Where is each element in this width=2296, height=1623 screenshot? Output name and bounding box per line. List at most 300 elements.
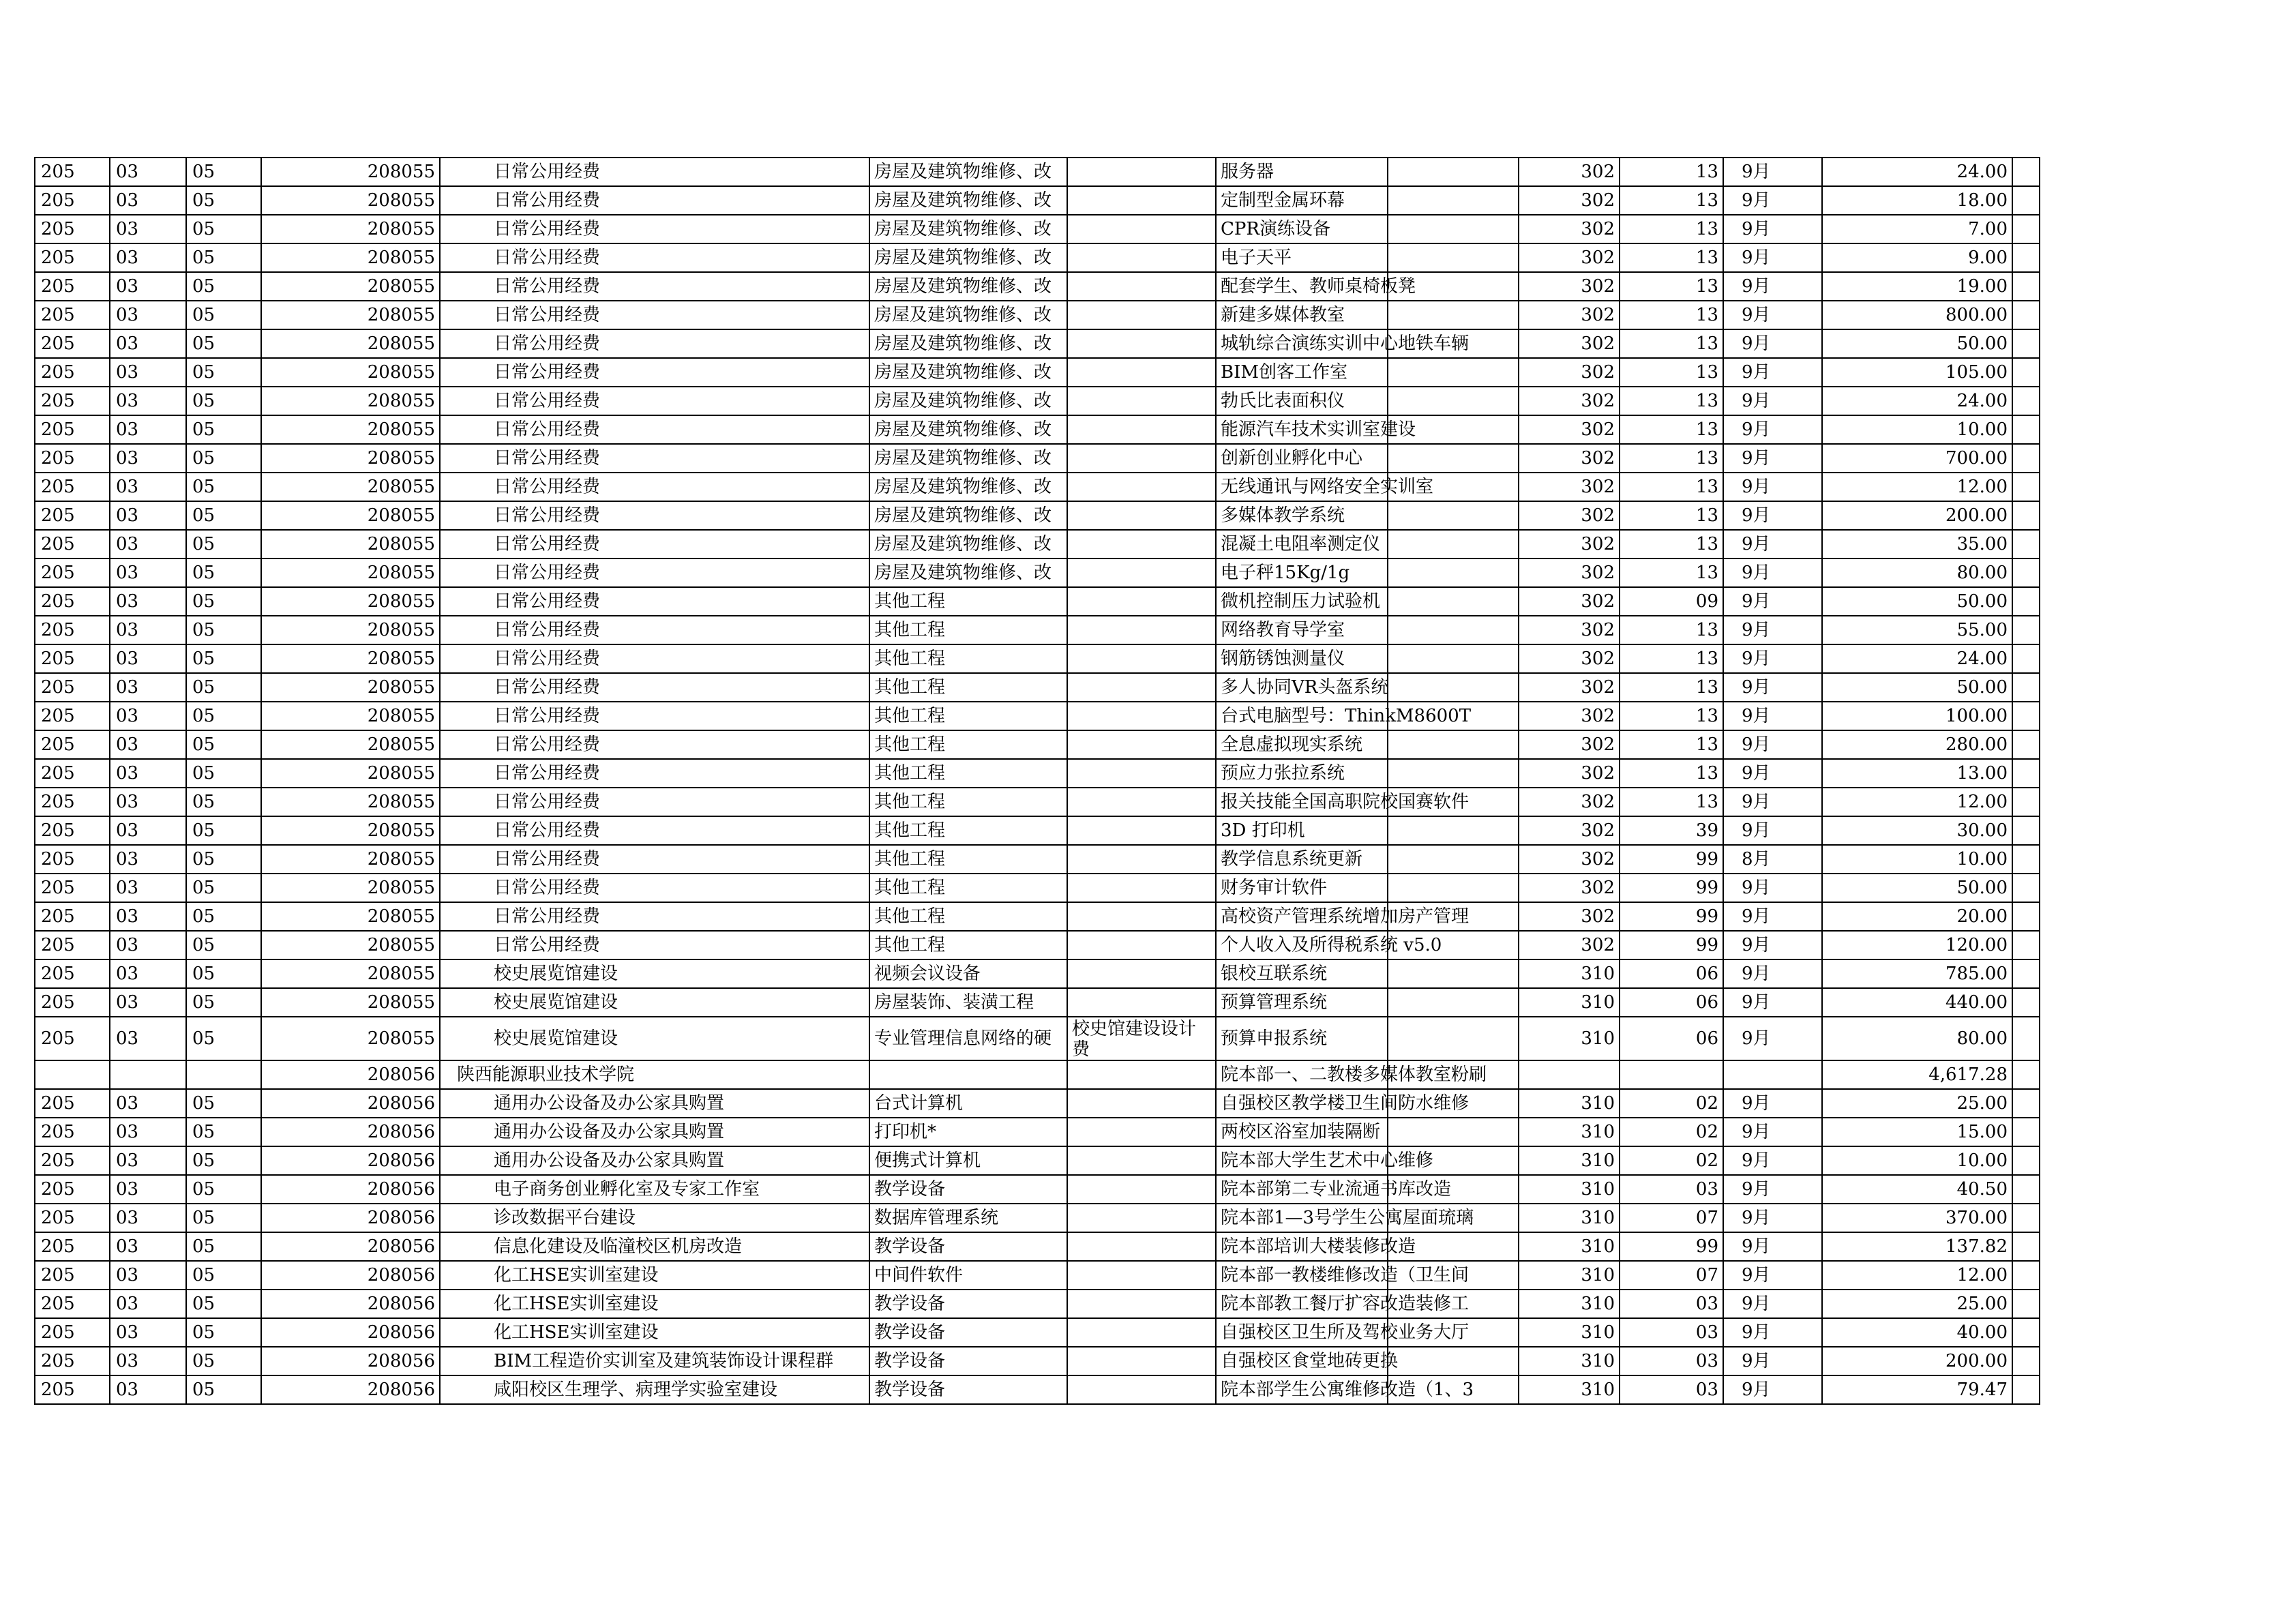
cell-econ-code: 302 bbox=[1519, 559, 1620, 587]
cell-blank bbox=[1388, 158, 1519, 186]
cell-item-code: 05 bbox=[186, 702, 261, 730]
cell-type-code: 03 bbox=[110, 215, 186, 243]
cell-description: 全息虚拟现实系统 bbox=[1216, 730, 1388, 759]
cell-note bbox=[1067, 816, 1216, 845]
cell-econ-sub: 03 bbox=[1620, 1290, 1723, 1318]
cell-class-code: 205 bbox=[35, 1261, 110, 1290]
cell-type-code: 03 bbox=[110, 845, 186, 874]
cell-type-code: 03 bbox=[110, 186, 186, 215]
cell-type-code: 03 bbox=[110, 816, 186, 845]
cell-description: 无线通讯与网络安全实训室 bbox=[1216, 473, 1388, 501]
cell-sub-item: 便携式计算机 bbox=[869, 1146, 1067, 1175]
cell-blank bbox=[1388, 243, 1519, 272]
cell-note bbox=[1067, 1204, 1216, 1232]
cell-sub-item: 房屋及建筑物维修、改 bbox=[869, 329, 1067, 358]
cell-amount: 12.00 bbox=[1822, 473, 2012, 501]
cell-project-name: BIM工程造价实训室及建筑装饰设计课程群 bbox=[440, 1347, 869, 1375]
cell-extra bbox=[2012, 1060, 2040, 1089]
cell-amount: 40.00 bbox=[1822, 1318, 2012, 1347]
cell-month: 9月 bbox=[1723, 501, 1822, 530]
cell-item-code: 05 bbox=[186, 1146, 261, 1175]
cell-extra bbox=[2012, 845, 2040, 874]
cell-unit-code: 208055 bbox=[261, 988, 440, 1017]
cell-sub-item: 教学设备 bbox=[869, 1347, 1067, 1375]
cell-project-name: 日常公用经费 bbox=[440, 931, 869, 959]
cell-note bbox=[1067, 215, 1216, 243]
cell-sub-item bbox=[869, 1060, 1067, 1089]
cell-unit-code: 208055 bbox=[261, 215, 440, 243]
cell-unit-code: 208055 bbox=[261, 587, 440, 616]
cell-extra bbox=[2012, 1375, 2040, 1404]
cell-extra bbox=[2012, 1290, 2040, 1318]
cell-econ-code: 302 bbox=[1519, 730, 1620, 759]
cell-amount: 20.00 bbox=[1822, 902, 2012, 931]
cell-project-name: 日常公用经费 bbox=[440, 616, 869, 644]
cell-description: 城轨综合演练实训中心地铁车辆 bbox=[1216, 329, 1388, 358]
cell-item-code: 05 bbox=[186, 1261, 261, 1290]
cell-econ-sub: 13 bbox=[1620, 444, 1723, 473]
cell-month: 9月 bbox=[1723, 415, 1822, 444]
cell-econ-code: 302 bbox=[1519, 501, 1620, 530]
cell-class-code: 205 bbox=[35, 702, 110, 730]
cell-econ-sub: 39 bbox=[1620, 816, 1723, 845]
cell-blank bbox=[1388, 1017, 1519, 1060]
cell-note bbox=[1067, 559, 1216, 587]
cell-project-name: 咸阳校区生理学、病理学实验室建设 bbox=[440, 1375, 869, 1404]
cell-econ-sub: 13 bbox=[1620, 387, 1723, 415]
cell-description: 创新创业孵化中心 bbox=[1216, 444, 1388, 473]
cell-note bbox=[1067, 959, 1216, 988]
cell-description: 电子天平 bbox=[1216, 243, 1388, 272]
cell-blank bbox=[1388, 501, 1519, 530]
cell-note bbox=[1067, 759, 1216, 788]
cell-class-code: 205 bbox=[35, 788, 110, 816]
cell-amount: 440.00 bbox=[1822, 988, 2012, 1017]
cell-project-name: 通用办公设备及办公家具购置 bbox=[440, 1118, 869, 1146]
cell-amount: 24.00 bbox=[1822, 644, 2012, 673]
cell-econ-code: 302 bbox=[1519, 158, 1620, 186]
cell-econ-sub: 07 bbox=[1620, 1204, 1723, 1232]
cell-item-code: 05 bbox=[186, 931, 261, 959]
cell-unit-code: 208056 bbox=[261, 1118, 440, 1146]
cell-project-name: 日常公用经费 bbox=[440, 845, 869, 874]
cell-item-code: 05 bbox=[186, 444, 261, 473]
cell-econ-code: 310 bbox=[1519, 959, 1620, 988]
cell-note bbox=[1067, 902, 1216, 931]
cell-month bbox=[1723, 1060, 1822, 1089]
cell-extra bbox=[2012, 272, 2040, 301]
cell-amount: 25.00 bbox=[1822, 1089, 2012, 1118]
cell-unit-code: 208055 bbox=[261, 816, 440, 845]
cell-class-code: 205 bbox=[35, 215, 110, 243]
cell-type-code: 03 bbox=[110, 358, 186, 387]
cell-note bbox=[1067, 358, 1216, 387]
cell-econ-sub: 13 bbox=[1620, 788, 1723, 816]
cell-description: 自强校区教学楼卫生间防水维修 bbox=[1216, 1089, 1388, 1118]
cell-amount: 40.50 bbox=[1822, 1175, 2012, 1204]
cell-item-code: 05 bbox=[186, 301, 261, 329]
cell-econ-code: 302 bbox=[1519, 358, 1620, 387]
cell-class-code: 205 bbox=[35, 444, 110, 473]
cell-blank bbox=[1388, 444, 1519, 473]
cell-description: 院本部1—3号学生公寓屋面琉璃 bbox=[1216, 1204, 1388, 1232]
cell-description: 多媒体教学系统 bbox=[1216, 501, 1388, 530]
cell-note bbox=[1067, 788, 1216, 816]
cell-month: 9月 bbox=[1723, 587, 1822, 616]
cell-note bbox=[1067, 301, 1216, 329]
table-row bbox=[35, 587, 2040, 616]
cell-unit-code: 208055 bbox=[261, 301, 440, 329]
cell-amount: 50.00 bbox=[1822, 874, 2012, 902]
cell-class-code: 205 bbox=[35, 186, 110, 215]
cell-class-code: 205 bbox=[35, 387, 110, 415]
cell-econ-code: 310 bbox=[1519, 1375, 1620, 1404]
cell-sub-item: 房屋及建筑物维修、改 bbox=[869, 358, 1067, 387]
cell-blank bbox=[1388, 559, 1519, 587]
cell-item-code: 05 bbox=[186, 272, 261, 301]
cell-amount: 55.00 bbox=[1822, 616, 2012, 644]
cell-sub-item: 教学设备 bbox=[869, 1318, 1067, 1347]
table-row bbox=[35, 1347, 2040, 1375]
cell-econ-code bbox=[1519, 1060, 1620, 1089]
cell-econ-sub: 03 bbox=[1620, 1347, 1723, 1375]
table-row bbox=[35, 501, 2040, 530]
cell-item-code: 05 bbox=[186, 1118, 261, 1146]
cell-description: 预算申报系统 bbox=[1216, 1017, 1388, 1060]
cell-type-code: 03 bbox=[110, 587, 186, 616]
table-row bbox=[35, 301, 2040, 329]
cell-month: 9月 bbox=[1723, 730, 1822, 759]
table-row bbox=[35, 988, 2040, 1017]
cell-extra bbox=[2012, 215, 2040, 243]
cell-class-code: 205 bbox=[35, 1175, 110, 1204]
cell-project-name: 日常公用经费 bbox=[440, 874, 869, 902]
table-row bbox=[35, 215, 2040, 243]
cell-item-code: 05 bbox=[186, 1232, 261, 1261]
cell-amount: 15.00 bbox=[1822, 1118, 2012, 1146]
cell-econ-sub: 07 bbox=[1620, 1261, 1723, 1290]
cell-econ-code: 310 bbox=[1519, 988, 1620, 1017]
cell-amount: 30.00 bbox=[1822, 816, 2012, 845]
cell-project-name: 日常公用经费 bbox=[440, 158, 869, 186]
cell-unit-code: 208055 bbox=[261, 358, 440, 387]
cell-description: 配套学生、教师桌椅板凳 bbox=[1216, 272, 1388, 301]
cell-econ-sub: 13 bbox=[1620, 186, 1723, 215]
cell-type-code: 03 bbox=[110, 559, 186, 587]
cell-unit-code: 208055 bbox=[261, 243, 440, 272]
cell-type-code: 03 bbox=[110, 931, 186, 959]
cell-type-code: 03 bbox=[110, 1318, 186, 1347]
cell-item-code: 05 bbox=[186, 559, 261, 587]
cell-note bbox=[1067, 1261, 1216, 1290]
cell-amount: 18.00 bbox=[1822, 186, 2012, 215]
cell-extra bbox=[2012, 530, 2040, 559]
cell-econ-code: 302 bbox=[1519, 788, 1620, 816]
cell-type-code: 03 bbox=[110, 1204, 186, 1232]
cell-type-code: 03 bbox=[110, 988, 186, 1017]
cell-unit-code: 208055 bbox=[261, 415, 440, 444]
cell-sub-item: 数据库管理系统 bbox=[869, 1204, 1067, 1232]
cell-class-code: 205 bbox=[35, 1089, 110, 1118]
cell-month: 9月 bbox=[1723, 988, 1822, 1017]
cell-econ-sub bbox=[1620, 1060, 1723, 1089]
cell-econ-sub: 99 bbox=[1620, 902, 1723, 931]
cell-note bbox=[1067, 931, 1216, 959]
cell-extra bbox=[2012, 931, 2040, 959]
cell-project-name: 日常公用经费 bbox=[440, 587, 869, 616]
cell-amount: 200.00 bbox=[1822, 501, 2012, 530]
cell-econ-code: 310 bbox=[1519, 1118, 1620, 1146]
cell-blank bbox=[1388, 959, 1519, 988]
cell-month: 9月 bbox=[1723, 1290, 1822, 1318]
cell-sub-item: 其他工程 bbox=[869, 673, 1067, 702]
table-row bbox=[35, 387, 2040, 415]
table-row bbox=[35, 415, 2040, 444]
cell-month: 9月 bbox=[1723, 387, 1822, 415]
cell-item-code: 05 bbox=[186, 816, 261, 845]
cell-sub-item: 房屋及建筑物维修、改 bbox=[869, 272, 1067, 301]
cell-project-name: 信息化建设及临潼校区机房改造 bbox=[440, 1232, 869, 1261]
cell-sub-item: 房屋及建筑物维修、改 bbox=[869, 186, 1067, 215]
cell-project-name: 校史展览馆建设 bbox=[440, 988, 869, 1017]
cell-blank bbox=[1388, 587, 1519, 616]
cell-sub-item: 房屋及建筑物维修、改 bbox=[869, 530, 1067, 559]
cell-class-code: 205 bbox=[35, 644, 110, 673]
cell-note bbox=[1067, 329, 1216, 358]
cell-note bbox=[1067, 272, 1216, 301]
cell-extra bbox=[2012, 1089, 2040, 1118]
cell-unit-code: 208056 bbox=[261, 1175, 440, 1204]
cell-sub-item: 房屋及建筑物维修、改 bbox=[869, 387, 1067, 415]
cell-description: 新建多媒体教室 bbox=[1216, 301, 1388, 329]
cell-class-code: 205 bbox=[35, 845, 110, 874]
cell-sub-item: 台式计算机 bbox=[869, 1089, 1067, 1118]
cell-blank bbox=[1388, 644, 1519, 673]
cell-project-name: 化工HSE实训室建设 bbox=[440, 1318, 869, 1347]
cell-econ-sub: 02 bbox=[1620, 1146, 1723, 1175]
cell-month: 9月 bbox=[1723, 1347, 1822, 1375]
cell-amount: 24.00 bbox=[1822, 158, 2012, 186]
table-row bbox=[35, 1118, 2040, 1146]
cell-description: 预算管理系统 bbox=[1216, 988, 1388, 1017]
cell-description: 财务审计软件 bbox=[1216, 874, 1388, 902]
cell-description: 电子秤15Kg/1g bbox=[1216, 559, 1388, 587]
cell-econ-code: 302 bbox=[1519, 301, 1620, 329]
cell-econ-sub: 13 bbox=[1620, 243, 1723, 272]
cell-sub-item: 房屋及建筑物维修、改 bbox=[869, 473, 1067, 501]
cell-econ-sub: 13 bbox=[1620, 415, 1723, 444]
cell-type-code: 03 bbox=[110, 1290, 186, 1318]
cell-month: 9月 bbox=[1723, 530, 1822, 559]
cell-class-code: 205 bbox=[35, 816, 110, 845]
cell-project-name: 诊改数据平台建设 bbox=[440, 1204, 869, 1232]
cell-note bbox=[1067, 616, 1216, 644]
cell-econ-code: 310 bbox=[1519, 1290, 1620, 1318]
cell-class-code: 205 bbox=[35, 473, 110, 501]
cell-description: 院本部学生公寓维修改造（1、3 bbox=[1216, 1375, 1388, 1404]
cell-sub-item: 其他工程 bbox=[869, 902, 1067, 931]
cell-amount: 35.00 bbox=[1822, 530, 2012, 559]
table-row bbox=[35, 1089, 2040, 1118]
cell-unit-code: 208056 bbox=[261, 1204, 440, 1232]
table-row bbox=[35, 444, 2040, 473]
cell-type-code: 03 bbox=[110, 673, 186, 702]
cell-sub-item: 其他工程 bbox=[869, 759, 1067, 788]
cell-type-code: 03 bbox=[110, 530, 186, 559]
cell-item-code: 05 bbox=[186, 759, 261, 788]
cell-description: 院本部第二专业流通书库改造 bbox=[1216, 1175, 1388, 1204]
cell-item-code: 05 bbox=[186, 1375, 261, 1404]
cell-extra bbox=[2012, 874, 2040, 902]
cell-econ-code: 302 bbox=[1519, 759, 1620, 788]
cell-note bbox=[1067, 1318, 1216, 1347]
cell-sub-item: 其他工程 bbox=[869, 788, 1067, 816]
cell-note bbox=[1067, 473, 1216, 501]
cell-unit-code: 208055 bbox=[261, 702, 440, 730]
cell-econ-code: 302 bbox=[1519, 673, 1620, 702]
table-row bbox=[35, 673, 2040, 702]
cell-month: 9月 bbox=[1723, 1175, 1822, 1204]
cell-note bbox=[1067, 1375, 1216, 1404]
cell-description: 院本部培训大楼装修改造 bbox=[1216, 1232, 1388, 1261]
cell-econ-code: 302 bbox=[1519, 644, 1620, 673]
cell-project-name: 日常公用经费 bbox=[440, 730, 869, 759]
cell-description: 自强校区食堂地砖更换 bbox=[1216, 1347, 1388, 1375]
cell-unit-code: 208055 bbox=[261, 1017, 440, 1060]
cell-class-code: 205 bbox=[35, 988, 110, 1017]
cell-description: 预应力张拉系统 bbox=[1216, 759, 1388, 788]
cell-description: 自强校区卫生所及驾校业务大厅 bbox=[1216, 1318, 1388, 1347]
cell-econ-sub: 99 bbox=[1620, 1232, 1723, 1261]
cell-unit-code: 208055 bbox=[261, 788, 440, 816]
cell-class-code: 205 bbox=[35, 959, 110, 988]
cell-description: 报关技能全国高职院校国赛软件 bbox=[1216, 788, 1388, 816]
cell-month: 9月 bbox=[1723, 272, 1822, 301]
cell-class-code: 205 bbox=[35, 1375, 110, 1404]
cell-project-name: 日常公用经费 bbox=[440, 272, 869, 301]
table-row bbox=[35, 730, 2040, 759]
cell-blank bbox=[1388, 845, 1519, 874]
cell-econ-code: 302 bbox=[1519, 329, 1620, 358]
cell-type-code: 03 bbox=[110, 243, 186, 272]
cell-month: 9月 bbox=[1723, 1017, 1822, 1060]
cell-description: 两校区浴室加装隔断 bbox=[1216, 1118, 1388, 1146]
cell-unit-code: 208056 bbox=[261, 1347, 440, 1375]
cell-item-code: 05 bbox=[186, 1290, 261, 1318]
cell-month: 9月 bbox=[1723, 959, 1822, 988]
cell-amount: 79.47 bbox=[1822, 1375, 2012, 1404]
cell-amount: 105.00 bbox=[1822, 358, 2012, 387]
cell-econ-sub: 09 bbox=[1620, 587, 1723, 616]
cell-blank bbox=[1388, 358, 1519, 387]
cell-type-code: 03 bbox=[110, 788, 186, 816]
cell-month: 9月 bbox=[1723, 788, 1822, 816]
cell-class-code: 205 bbox=[35, 530, 110, 559]
cell-project-name: 日常公用经费 bbox=[440, 358, 869, 387]
cell-note bbox=[1067, 673, 1216, 702]
cell-item-code: 05 bbox=[186, 415, 261, 444]
cell-sub-item: 房屋装饰、装潢工程 bbox=[869, 988, 1067, 1017]
cell-item-code: 05 bbox=[186, 730, 261, 759]
cell-unit-code: 208056 bbox=[261, 1290, 440, 1318]
cell-type-code: 03 bbox=[110, 501, 186, 530]
cell-unit-code: 208056 bbox=[261, 1232, 440, 1261]
table-row bbox=[35, 759, 2040, 788]
cell-extra bbox=[2012, 473, 2040, 501]
cell-sub-item: 其他工程 bbox=[869, 730, 1067, 759]
cell-extra bbox=[2012, 186, 2040, 215]
cell-extra bbox=[2012, 501, 2040, 530]
cell-type-code: 03 bbox=[110, 444, 186, 473]
cell-project-name: 日常公用经费 bbox=[440, 473, 869, 501]
cell-description: 院本部教工餐厅扩容改造装修工 bbox=[1216, 1290, 1388, 1318]
table-row bbox=[35, 243, 2040, 272]
cell-project-name: 日常公用经费 bbox=[440, 673, 869, 702]
cell-item-code: 05 bbox=[186, 501, 261, 530]
cell-item-code: 05 bbox=[186, 845, 261, 874]
cell-month: 9月 bbox=[1723, 158, 1822, 186]
cell-econ-code: 302 bbox=[1519, 902, 1620, 931]
cell-class-code: 205 bbox=[35, 1146, 110, 1175]
table-row-subtotal bbox=[35, 1060, 2040, 1089]
cell-econ-sub: 03 bbox=[1620, 1175, 1723, 1204]
cell-description: 高校资产管理系统增加房产管理 bbox=[1216, 902, 1388, 931]
cell-econ-code: 310 bbox=[1519, 1175, 1620, 1204]
cell-unit-code: 208055 bbox=[261, 559, 440, 587]
cell-blank bbox=[1388, 530, 1519, 559]
cell-month: 9月 bbox=[1723, 759, 1822, 788]
cell-description: 钢筋锈蚀测量仪 bbox=[1216, 644, 1388, 673]
cell-item-code: 05 bbox=[186, 616, 261, 644]
cell-econ-sub: 13 bbox=[1620, 530, 1723, 559]
cell-econ-sub: 13 bbox=[1620, 272, 1723, 301]
cell-description: 服务器 bbox=[1216, 158, 1388, 186]
cell-type-code: 03 bbox=[110, 959, 186, 988]
cell-month: 9月 bbox=[1723, 1375, 1822, 1404]
cell-unit-code: 208055 bbox=[261, 387, 440, 415]
cell-extra bbox=[2012, 644, 2040, 673]
cell-sub-item: 房屋及建筑物维修、改 bbox=[869, 501, 1067, 530]
cell-amount: 10.00 bbox=[1822, 845, 2012, 874]
cell-class-code: 205 bbox=[35, 158, 110, 186]
cell-note bbox=[1067, 1118, 1216, 1146]
cell-item-code: 05 bbox=[186, 329, 261, 358]
cell-econ-code: 310 bbox=[1519, 1089, 1620, 1118]
cell-econ-sub: 06 bbox=[1620, 1017, 1723, 1060]
cell-unit-code: 208055 bbox=[261, 501, 440, 530]
cell-month: 9月 bbox=[1723, 1089, 1822, 1118]
cell-month: 9月 bbox=[1723, 473, 1822, 501]
table-row bbox=[35, 1261, 2040, 1290]
cell-type-code: 03 bbox=[110, 730, 186, 759]
cell-sub-item: 房屋及建筑物维修、改 bbox=[869, 301, 1067, 329]
cell-amount: 370.00 bbox=[1822, 1204, 2012, 1232]
cell-extra bbox=[2012, 759, 2040, 788]
cell-econ-sub: 13 bbox=[1620, 616, 1723, 644]
cell-description: 混凝土电阻率测定仪 bbox=[1216, 530, 1388, 559]
cell-class-code: 205 bbox=[35, 730, 110, 759]
cell-note bbox=[1067, 530, 1216, 559]
cell-extra bbox=[2012, 816, 2040, 845]
cell-extra bbox=[2012, 1175, 2040, 1204]
cell-project-name: 日常公用经费 bbox=[440, 329, 869, 358]
cell-extra bbox=[2012, 329, 2040, 358]
table-row bbox=[35, 158, 2040, 186]
cell-econ-sub: 13 bbox=[1620, 644, 1723, 673]
cell-amount: 25.00 bbox=[1822, 1290, 2012, 1318]
cell-econ-code: 302 bbox=[1519, 473, 1620, 501]
cell-unit-code: 208055 bbox=[261, 931, 440, 959]
